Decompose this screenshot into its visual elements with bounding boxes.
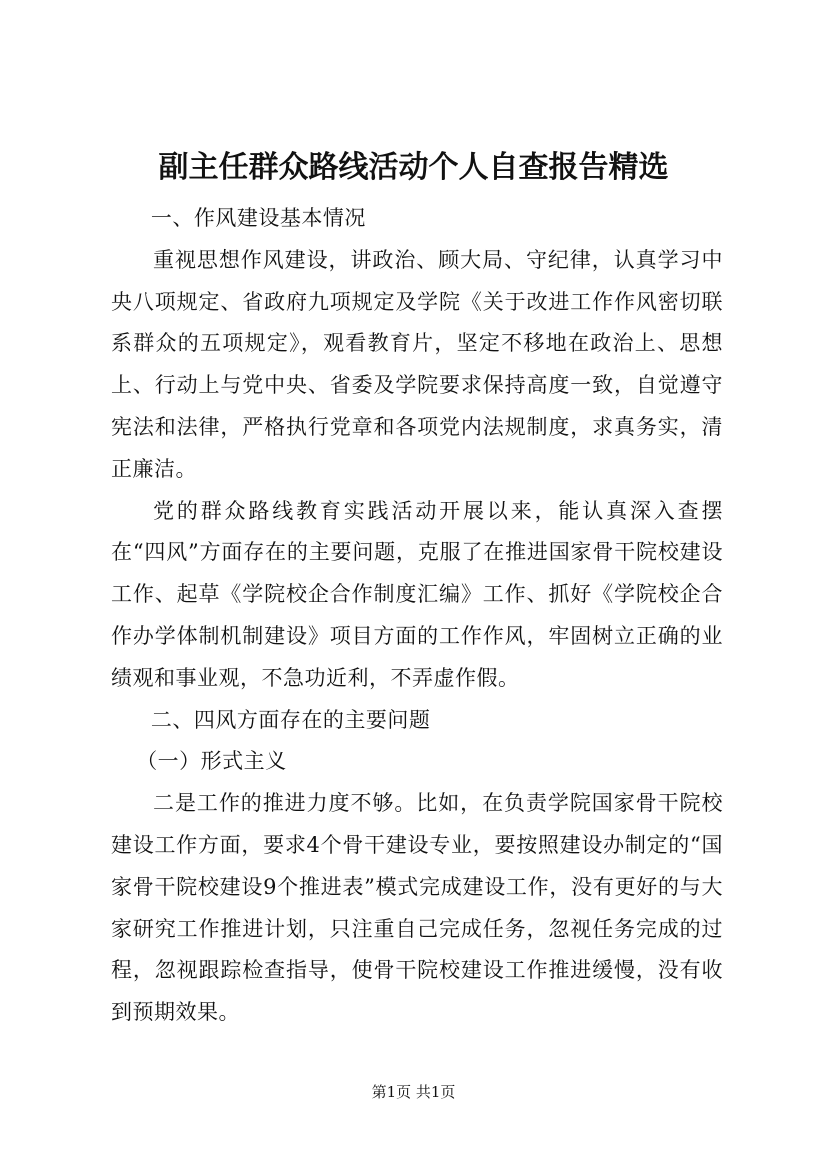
paragraph-3: 二是工作的推进力度不够。比如，在负责学院国家骨干院校建设工作方面，要求4个骨干建设专业，要按照建设办制定的“国家骨干院校建设9个推进表”模式完成建设工作，没有更好的与大家研究工作推进计划，只注重自己完成任务，忽视任务完成的过程，忽视跟踪检查指导，使骨干院校建设工作推进缓慢，没有收到预期效果。 (111, 791, 723, 1025)
section-heading-2: 二、四风方面存在的主要问题 (150, 707, 431, 732)
paragraph-1: 重视思想作风建设，讲政治、顾大局、守纪律，认真学习中央八项规定、省政府九项规定及学院《关于改进工作作风密切联系群众的五项规定》，观看教育片，坚定不移地在政治上、思想上、行动上与党中央、省委及学院要求保持高度一致，自觉遵守宪法和法律，严格执行党章和各项党内法规制度，求真务实，清正廉洁。 (111, 247, 723, 481)
page-number-footer: 第1页 共1页 (371, 1083, 456, 1101)
document-body (111, 198, 723, 1034)
section-heading-1: 一、作风建设基本情况 (150, 206, 366, 230)
subsection-heading-1: （一）形式主义 (136, 749, 287, 774)
document-title: 副主任群众路线活动个人自查报告精选 (158, 150, 669, 185)
paragraph-2: 党的群众路线教育实践活动开展以来，能认真深入查摆在“四风”方面存在的主要问题，克服了在推进国家骨干院校建设工作、起草《学院校企合作制度汇编》工作、抓好《学院校企合作办学体制机制建设》项目方面的工作作风，牢固树立正确的业绩观和事业观，不急功近利，不弄虚作假。 (111, 498, 723, 690)
